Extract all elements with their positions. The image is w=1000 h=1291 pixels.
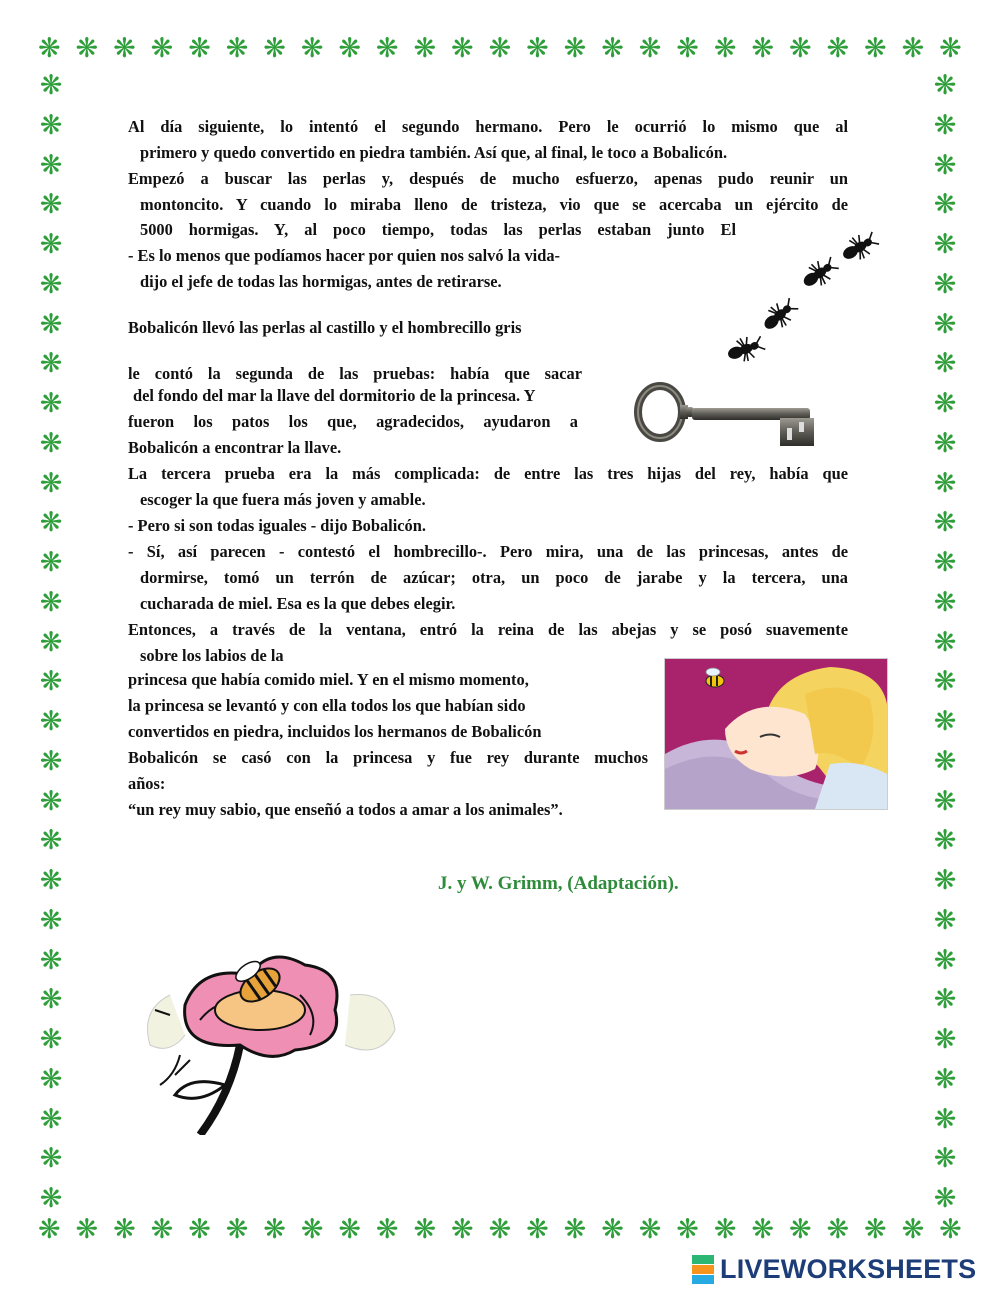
border-star-icon: ❋ xyxy=(39,70,63,101)
border-star-icon: ❋ xyxy=(526,32,549,64)
border-right xyxy=(930,72,960,1212)
border-star-icon: ❋ xyxy=(788,1213,812,1245)
story-line: Empezó a buscar las perlas y, después de mucho esfuerzo, apenas pudo reunir un xyxy=(128,169,848,188)
liveworksheets-logo xyxy=(692,1254,976,1285)
border-star-icon: ❋ xyxy=(39,467,63,499)
border-star-icon: ❋ xyxy=(826,1213,850,1245)
border-star-icon: ❋ xyxy=(39,944,63,976)
story-line: primero y quedo convertido en piedra también. Así que, al final, le toco a Bobalicón. xyxy=(140,143,728,162)
border-star-icon: ❋ xyxy=(933,229,957,260)
border-star-icon: ❋ xyxy=(933,308,957,340)
story-line: 5000 hormigas. Y, al poco tiempo, todas las perlas estaban junto El xyxy=(140,220,736,239)
story-line: cucharada de miel. Esa es la que debes elegir. xyxy=(140,594,456,613)
border-star-icon: ❋ xyxy=(933,944,957,976)
border-star-icon: ❋ xyxy=(933,1143,957,1175)
border-star-icon: ❋ xyxy=(933,825,957,857)
border-star-icon: ❋ xyxy=(713,32,737,64)
border-star-icon: ❋ xyxy=(39,109,63,141)
border-star-icon: ❋ xyxy=(933,1024,957,1055)
border-star-icon: ❋ xyxy=(788,32,812,64)
story-line: montoncito. Y cuando lo miraba lleno de tristeza, vio que se acercaba un ejército de xyxy=(140,195,848,214)
border-star-icon: ❋ xyxy=(933,348,957,380)
border-star-icon: ❋ xyxy=(933,1103,957,1135)
border-star-icon: ❋ xyxy=(39,586,63,618)
border-star-icon: ❋ xyxy=(933,1063,957,1095)
border-star-icon: ❋ xyxy=(526,1213,549,1245)
border-star-icon: ❋ xyxy=(188,1213,211,1245)
border-star-icon: ❋ xyxy=(39,626,63,658)
logo-cubes-icon xyxy=(692,1255,716,1285)
border-top xyxy=(38,33,962,63)
border-star-icon: ❋ xyxy=(939,1213,962,1245)
border-star-icon: ❋ xyxy=(901,1213,925,1245)
border-star-icon: ❋ xyxy=(39,229,63,260)
border-star-icon: ❋ xyxy=(413,1213,437,1245)
border-star-icon: ❋ xyxy=(39,189,63,221)
key-illustration xyxy=(630,376,820,456)
border-star-icon: ❋ xyxy=(39,1143,63,1175)
border-left xyxy=(36,72,66,1212)
border-star-icon: ❋ xyxy=(933,547,957,578)
border-star-icon: ❋ xyxy=(488,32,512,64)
border-star-icon: ❋ xyxy=(300,32,324,64)
border-star-icon: ❋ xyxy=(225,1213,249,1245)
story-line: Bobalicón se casó con la princesa y fue rey durante muchos xyxy=(128,748,648,767)
story-line: - Es lo menos que podíamos hacer por quien nos salvó la vida- xyxy=(128,246,560,265)
liveworksheets-brand: LIVEWORKSHEETS xyxy=(720,1254,977,1284)
border-star-icon: ❋ xyxy=(113,1213,136,1245)
border-star-icon: ❋ xyxy=(263,1213,286,1245)
border-star-icon: ❋ xyxy=(601,1213,624,1245)
border-star-icon: ❋ xyxy=(39,1063,63,1095)
border-star-icon: ❋ xyxy=(150,1213,174,1245)
border-star-icon: ❋ xyxy=(638,1213,662,1245)
border-star-icon: ❋ xyxy=(939,32,962,64)
border-star-icon: ❋ xyxy=(39,1103,63,1135)
border-star-icon: ❋ xyxy=(113,32,136,64)
border-star-icon: ❋ xyxy=(933,865,957,896)
story-line: Bobalicón llevó las perlas al castillo y el hombrecillo gris xyxy=(128,318,522,337)
flower-with-bee-illustration xyxy=(130,935,420,1135)
border-star-icon: ❋ xyxy=(338,32,361,64)
story-line: fueron los patos los que, agradecidos, ayudaron a xyxy=(128,412,578,431)
border-star-icon: ❋ xyxy=(933,626,957,658)
border-star-icon: ❋ xyxy=(39,865,63,896)
border-star-icon: ❋ xyxy=(933,109,957,141)
border-star-icon: ❋ xyxy=(933,189,957,221)
border-star-icon: ❋ xyxy=(933,467,957,499)
border-star-icon: ❋ xyxy=(39,547,63,578)
border-star-icon: ❋ xyxy=(933,904,957,936)
story-line: dijo el jefe de todas las hormigas, antes de retirarse. xyxy=(140,272,502,291)
border-star-icon: ❋ xyxy=(375,1213,399,1245)
border-star-icon: ❋ xyxy=(300,1213,324,1245)
border-star-icon: ❋ xyxy=(39,388,63,419)
story-line: La tercera prueba era la más complicada: de entre las tres hijas del rey, había que xyxy=(128,464,848,483)
story-line: convertidos en piedra, incluidos los hermanos de Bobalicón xyxy=(128,722,542,741)
story-line: Entonces, a través de la ventana, entró la reina de las abejas y se posó suavemente xyxy=(128,620,848,639)
border-star-icon: ❋ xyxy=(563,32,587,64)
border-star-icon: ❋ xyxy=(39,427,63,459)
border-star-icon: ❋ xyxy=(39,745,63,777)
border-star-icon: ❋ xyxy=(933,268,957,300)
border-star-icon: ❋ xyxy=(751,32,775,64)
story-line: - Sí, así parecen - contestó el hombrecillo-. Pero mira, una de las princesas, antes de xyxy=(128,542,848,561)
border-star-icon: ❋ xyxy=(375,32,399,64)
border-star-icon: ❋ xyxy=(933,507,957,539)
sleeping-princess-illustration xyxy=(664,658,888,810)
border-star-icon: ❋ xyxy=(826,32,850,64)
border-star-icon: ❋ xyxy=(933,785,957,817)
border-star-icon: ❋ xyxy=(338,1213,361,1245)
ants-illustration xyxy=(720,225,900,365)
border-star-icon: ❋ xyxy=(38,1213,61,1245)
story-line: - Pero si son todas iguales - dijo Bobalicón. xyxy=(128,516,426,535)
border-star-icon: ❋ xyxy=(933,149,957,181)
border-star-icon: ❋ xyxy=(933,666,957,698)
border-star-icon: ❋ xyxy=(676,1213,699,1245)
border-star-icon: ❋ xyxy=(39,1024,63,1055)
border-star-icon: ❋ xyxy=(75,1213,99,1245)
border-star-icon: ❋ xyxy=(39,785,63,817)
border-star-icon: ❋ xyxy=(933,745,957,777)
story-line: dormirse, tomó un terrón de azúcar; otra, un poco de jarabe y la tercera, una xyxy=(140,568,848,587)
story-line: escoger la que fuera más joven y amable. xyxy=(140,490,426,509)
border-star-icon: ❋ xyxy=(676,32,699,64)
border-star-icon: ❋ xyxy=(751,1213,775,1245)
border-star-icon: ❋ xyxy=(39,904,63,936)
story-line: le contó la segunda de las pruebas: había que sacar xyxy=(128,364,582,383)
border-star-icon: ❋ xyxy=(39,308,63,340)
border-star-icon: ❋ xyxy=(933,706,957,737)
border-star-icon: ❋ xyxy=(150,32,174,64)
border-star-icon: ❋ xyxy=(188,32,211,64)
border-star-icon: ❋ xyxy=(39,984,63,1016)
story-line: Bobalicón a encontrar la llave. xyxy=(128,438,342,457)
border-star-icon: ❋ xyxy=(39,348,63,380)
border-star-icon: ❋ xyxy=(601,32,624,64)
border-star-icon: ❋ xyxy=(39,268,63,300)
border-star-icon: ❋ xyxy=(38,32,61,64)
border-star-icon: ❋ xyxy=(933,586,957,618)
border-star-icon: ❋ xyxy=(864,1213,887,1245)
border-star-icon: ❋ xyxy=(933,1183,957,1214)
border-star-icon: ❋ xyxy=(413,32,437,64)
border-star-icon: ❋ xyxy=(39,1183,63,1214)
story-line: años: xyxy=(128,774,166,793)
border-star-icon: ❋ xyxy=(225,32,249,64)
border-star-icon: ❋ xyxy=(451,32,474,64)
story-line: sobre los labios de la xyxy=(140,646,284,665)
border-star-icon: ❋ xyxy=(39,666,63,698)
border-star-icon: ❋ xyxy=(933,427,957,459)
border-star-icon: ❋ xyxy=(933,984,957,1016)
story-line: del fondo del mar la llave del dormitorio de la princesa. Y xyxy=(133,386,536,405)
story-line: princesa que había comido miel. Y en el mismo momento, xyxy=(128,670,529,689)
border-star-icon: ❋ xyxy=(39,149,63,181)
border-star-icon: ❋ xyxy=(713,1213,737,1245)
story-line: Al día siguiente, lo intentó el segundo hermano. Pero le ocurrió lo mismo que al xyxy=(128,117,848,136)
border-star-icon: ❋ xyxy=(75,32,99,64)
border-star-icon: ❋ xyxy=(39,507,63,539)
border-star-icon: ❋ xyxy=(488,1213,512,1245)
border-star-icon: ❋ xyxy=(933,388,957,419)
border-star-icon: ❋ xyxy=(638,32,662,64)
border-star-icon: ❋ xyxy=(39,825,63,857)
story-line: “un rey muy sabio, que enseñó a todos a amar a los animales”. xyxy=(128,800,563,819)
border-star-icon: ❋ xyxy=(933,70,957,101)
border-star-icon: ❋ xyxy=(39,706,63,737)
author-credit: J. y W. Grimm, (Adaptación). xyxy=(438,873,679,894)
border-star-icon: ❋ xyxy=(451,1213,474,1245)
border-bottom xyxy=(38,1214,962,1244)
border-star-icon: ❋ xyxy=(263,32,286,64)
border-star-icon: ❋ xyxy=(563,1213,587,1245)
border-star-icon: ❋ xyxy=(901,32,925,64)
border-star-icon: ❋ xyxy=(864,32,887,64)
story-line: la princesa se levantó y con ella todos los que habían sido xyxy=(128,696,526,715)
